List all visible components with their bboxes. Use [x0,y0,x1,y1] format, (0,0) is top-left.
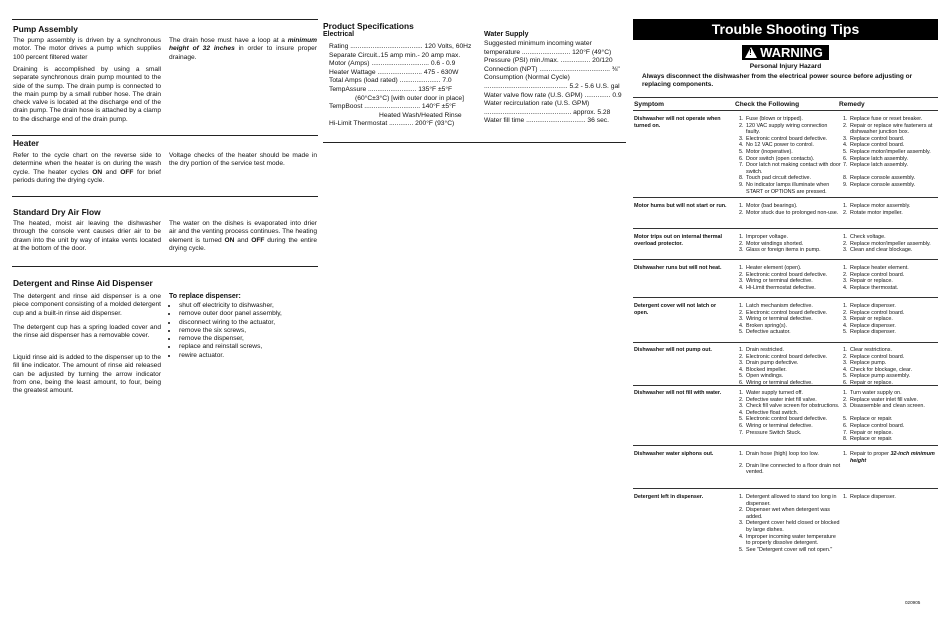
detergent-text-2: The detergent cup has a spring loaded cover and the rinse aid dispenser has a removable cover. [13,324,161,340]
spec-row: TempBoost .............................. 140°F ±5°F [329,103,456,111]
check-list [735,303,841,336]
dry-air-text-left: The heated, moist air leaving the dishwasher through the console vent causes drier air to be drawn into the unit by way of intake vents located at the bottom of the door. [13,220,161,252]
check-item: 3. Wiring or terminal defective. [745,316,841,323]
check-list [735,451,841,476]
col-check: Check the Following [735,101,800,108]
troubleshooting-title: Trouble Shooting Tips [633,19,938,40]
remedy-item: 6. Replace control board. [849,423,949,430]
spec-row: Hi-Limit Thermostat ............. 200°F (93°C) [329,120,455,128]
check-item: 2. Dispenser wet when detergent was added. [745,507,841,520]
row-divider [633,342,938,343]
symptom-cell: Detergent cover will not latch or open. [634,303,717,316]
check-item: 6. Wiring or terminal defective. [745,423,841,430]
remedy-item: 2. Replace control board. [849,310,949,317]
check-item: 4. Broken spring(s). [745,323,841,330]
check-item: 2. 120 VAC supply wiring connection faulty. [745,123,841,136]
check-item: 5. Electronic control board defective. [745,416,841,423]
remedy-item: 1. Replace dispenser. [849,494,949,501]
remedy-item: 3. Repair or replace. [849,278,949,285]
remedy-list [839,390,949,443]
check-item: 1. Latch mechanism defective. [745,303,841,310]
row-divider [633,445,938,446]
check-item: 1. Water supply turned off. [745,390,841,397]
remedy-item: 5. Replace pump assembly. [849,373,949,380]
check-item: 1. Motor (bad bearings). [745,203,841,210]
rule-dry-air [12,196,318,197]
row-divider [633,259,938,260]
spec-row: Motor (Amps) ............................... 0.6 - 0.9 [329,60,456,68]
check-item: 7. Pressure Switch Stuck. [745,430,841,437]
spec-row: Water fill time ................................ 36 sec. [484,117,609,125]
remedy-item: 5. Replace or repair. [849,416,949,423]
symptom-cell: Dishwasher will not operate when turned on. [634,116,721,129]
check-item: 5. Motor (inoperative). [745,149,841,156]
symptom-cell: Dishwasher will not fill with water. [634,390,722,396]
remedy-item: 3. Repair or replace. [849,316,949,323]
row-divider [633,297,938,298]
symptom-cell: Detergent left in dispenser. [634,494,704,500]
detergent-title: Detergent and Rinse Aid Dispenser [13,278,153,288]
spec-row: ............................................... approx. 5.28 [484,108,611,116]
remedy-item: 7. Replace latch assembly. [849,162,949,169]
remedy-siphon-emphasis: 32-inch minimum height [850,451,935,464]
check-item: 4. Improper incoming water temperature to properly dissolve detergent. [745,534,841,547]
top-rule-left [12,19,318,20]
check-item: 1. Detergent allowed to stand too long in dispenser. [745,494,841,507]
heater-on-word: ON [92,168,103,176]
remedy-item: 1. Clear restrictions. [849,347,949,354]
check-item: 2. Motor windings shorted. [745,241,841,248]
check-item: 1. Fuse (blown or tripped). [745,116,841,123]
warning-label: WARNING [760,45,823,60]
remedy-item: 1. Check voltage. [849,234,949,241]
dry-air-and-word: and [234,236,252,244]
remedy-item: 1. Replace heater element. [849,265,949,272]
pump-assembly-text-2: Draining is accomplished by using a small separate synchronous drain pump mounted to the side of the sump. The drain pump is connected to the main pump by a small rubber hose. The drain check valve is located at the discharge end of the drain pump. The drain hose is attached by a clamp to the discharge end of the drain pump. [13,66,161,123]
symptom-cell: Dishwasher water siphons out. [634,451,714,457]
remedy-item: 4. Replace thermostat. [849,285,949,292]
table-top-rule [633,97,938,98]
col-remedy: Remedy [839,101,865,108]
table-header-rule [633,110,938,111]
remedy-item [849,451,949,464]
check-item: 3. Drain pump defective. [745,360,841,367]
part-number: 020905 [905,600,921,605]
spec-row: Pressure (PSI) min./max. ................ 20/120 [484,57,613,65]
check-item: 3. Glass or foreign items in pump. [745,247,841,254]
spec-row: Consumption (Normal Cycle) [484,74,570,82]
drain-hose-note-post: in order to insure proper drainage. [169,45,317,61]
remedy-item: 3. Clean and clear blockage. [849,247,949,254]
remedy-item: 5. Replace motor/impeller assembly. [849,149,949,156]
warning-box [742,45,829,60]
remedy-list [839,347,949,387]
check-item: 5. Defective actuator. [745,329,841,336]
remedy-item: 2. Replace water inlet fill valve. [849,397,949,404]
check-item: 1. Improper voltage. [745,234,841,241]
remedy-item: 1. Replace motor assembly. [849,203,949,210]
row-divider [633,385,938,386]
heater-off-word: OFF [120,168,134,176]
check-list [735,494,841,553]
warning-triangle-icon [745,47,757,58]
detergent-text-3: Liquid rinse aid is added to the dispenser up to the fill line indicator. The amount of rinse aid released can be adjusted by turning the arrow indicator from one, being the least amount, to four, being the greatest amount. [13,354,161,395]
row-divider [633,228,938,229]
replace-dispenser-steps [169,302,319,360]
remedy-item: 5. Replace dispenser. [849,329,949,336]
replace-step: • disconnect wiring to the actuator, [178,319,319,327]
remedy-list [839,203,949,216]
remedy-item: 2. Repair or replace wire fasteners at dishwasher junction box. [849,123,949,136]
remedy-item: 1. Replace dispenser. [849,303,949,310]
remedy-item: 2. Replace motor/impeller assembly. [849,241,949,248]
check-list [735,116,841,195]
spec-row: Water recirculation rate (U.S. GPM) [484,100,590,108]
check-item: 3. Electronic control board defective. [745,136,841,143]
remedy-list [839,303,949,336]
check-item: 7. Door latch not making contact with door switch. [745,162,841,175]
row-divider [633,197,938,198]
hazard-label: Personal Injury Hazard [749,63,822,70]
check-item: 4. No 12 VAC power to control. [745,142,841,149]
remedy-item: 4. Replace control board. [849,142,949,149]
electrical-spec-list [329,43,471,129]
remedy-item: 8. Replace or repair. [849,436,949,443]
replace-step: • replace and reinstall screws, [178,343,319,351]
dry-air-on-word: ON [224,236,235,244]
remedy-list [839,451,949,464]
symptom-cell: Dishwasher runs but will not heat. [634,265,722,271]
check-item: 9. No indicator lamps illuminate when START or OPTIONS are pressed. [745,182,841,195]
drain-hose-note-emphasis: minimum height of 32 inches [169,37,317,53]
remedy-item: 8. Replace console assembly. [849,175,949,182]
rule-heater [12,135,318,136]
heater-and-word: and [102,168,121,176]
remedy-item: 9. Replace console assembly. [849,182,949,189]
check-item: 4. Blocked impeller. [745,367,841,374]
heater-title: Heater [13,138,40,148]
dry-air-text-right [169,220,317,253]
pump-assembly-text-1: The pump assembly is driven by a synchronous motor. The motor drives a pump which supplies 100 percent filtered water [13,37,161,61]
symptom-cell: Dishwasher will not pump out. [634,347,712,353]
spec-row: Heated Wash/Heated Rinse [379,111,462,119]
check-item: 1. Heater element (open). [745,265,841,272]
remedy-item: 2. Replace control board. [849,272,949,279]
spec-row: Water valve flow rate (U.S. GPM) .............. 0.9 [484,91,622,99]
check-item: 6. Wiring or terminal defective. [745,380,841,387]
check-item: 6. Door switch (open contacts). [745,156,841,163]
heater-text-left [13,152,161,185]
spec-row: Separate Circuit..15 amp min.- 20 amp max. [329,51,461,59]
replace-step: • remove the dispenser, [178,335,319,343]
pump-assembly-title: Pump Assembly [13,24,78,34]
symptom-cell: Motor hums but will not start or run. [634,203,727,209]
remedy-item: 3. Disassemble and clean screen. [849,403,949,410]
caution-text: Always disconnect the dishwasher from the electrical power source before adjusting or replacing components. [642,73,913,88]
warning-banner [633,45,938,60]
spec-row: Connection (NPT) ...................................... ⅜" [484,65,620,73]
check-list [735,203,841,216]
spec-row: temperature .......................... 120°F (49°C) [484,48,612,56]
check-item: 3. Wiring or terminal defective. [745,278,841,285]
heater-text-pre: Refer to the cycle chart on the reverse side to determine when the heater is on during the wash cycle. The heater cycles [13,152,161,176]
dry-air-text-post: during the entire drying cycle. [169,236,317,252]
check-item: 2. Electronic control board defective. [745,310,841,317]
row-divider [633,488,938,489]
remedy-list [839,116,949,189]
symptom-cell: Motor trips out on internal thermal overload protector. [634,234,723,247]
col-symptom: Symptom [634,101,665,108]
check-item: 5. See "Detergent cover will not open." [745,547,841,554]
spec-row: (60°C±3°C) [with outer door in place] [355,94,465,102]
check-item: 1. Drain hose (high) loop too low. [745,451,841,458]
heater-text-right: Voltage checks of the heater should be made in the dry portion of the service test mode. [169,152,317,168]
drain-hose-note [169,37,317,62]
spec-row: Suggested minimum incoming water [484,40,592,47]
warning-exclamation: ! [749,48,752,57]
check-item: 1. Drain restricted. [745,347,841,354]
check-item: 3. Detergent cover held closed or blocked by large dishes. [745,520,841,533]
spec-row: Heater Wattage ........................ 475 - 630W [329,68,459,76]
spec-row: ............................................. 5.2 - 5.6 U.S. gal [484,82,620,90]
remedy-item: 6. Replace latch assembly. [849,156,949,163]
check-list [735,234,841,254]
remedy-item: 1. Turn water supply on. [849,390,949,397]
check-item: 2. Motor stuck due to prolonged non-use. [745,210,841,217]
check-item: 2. Electronic control board defective. [745,272,841,279]
remedy-item: 3. Replace control board. [849,136,949,143]
remedy-item: 4. Replace dispenser. [849,323,949,330]
spec-row: TempAssure .......................... 135°F ±5°F [329,85,453,93]
remedy-item: 7. Repair or replace. [849,430,949,437]
rule-specs-bottom [323,142,626,143]
replace-step: • rewire actuator. [178,352,319,360]
remedy-item: 2. Replace control board. [849,354,949,361]
dry-air-text-pre: The water on the dishes is evaporated into drier air and the venting process continues. The heating element is turned [169,220,317,244]
check-item: 8. Touch pad circuit defective. [745,175,841,182]
check-list [735,347,841,387]
detergent-text-1: The detergent and rinse aid dispenser is a one piece component consisting of a molded detergent cup and a built-in rinse aid dispenser. [13,293,161,317]
water-spec-list [484,40,626,126]
check-item: 2. Electronic control board defective. [745,354,841,361]
remedy-item: 1. Replace fuse or reset breaker. [849,116,949,123]
remedy-item: 3. Replace pump. [849,360,949,367]
check-list [735,265,841,291]
spec-row: Rating ....................................... 120 Volts, 60Hz [329,43,472,50]
specs-electrical-title: Electrical [323,31,355,38]
spec-row: Total Amps (load rated) ...................... 7.0 [329,77,452,85]
heater-text-post: for brief periods during the drying cycle. [13,168,161,184]
remedy-list [839,494,949,501]
remedy-siphon-pre: Repair to proper [850,451,891,457]
drain-hose-note-pre: The drain hose must have a loop at a [169,37,288,44]
water-supply-title: Water Supply [484,31,529,38]
check-item: 2. Defective water inlet fill valve. [745,397,841,404]
dry-air-off-word: OFF [251,236,265,244]
remedy-item: 4. Check for blockage, clear. [849,367,949,374]
check-item: 5. Open windings. [745,373,841,380]
replace-dispenser-title: To replace dispenser: [169,293,241,300]
replace-step: • shut off electricity to dishwasher, [178,302,319,310]
check-item: 3. Check fill valve screen for obstructions. [745,403,841,410]
remedy-item: 2. Rotate motor impeller. [849,210,949,217]
check-item: 4. Hi-Limit thermostat defective. [745,285,841,292]
remedy-list [839,265,949,291]
replace-dispenser-block [169,293,319,360]
remedy-item: 6. Repair or replace. [849,380,949,387]
check-item: 4. Defective float switch. [745,410,841,417]
check-item: 2. Drain line connected to a floor drain not vented. [745,463,841,476]
specs-title: Product Specifications [323,21,414,31]
dry-air-title: Standard Dry Air Flow [13,207,101,217]
remedy-list [839,234,949,254]
replace-step: • remove the six screws, [178,327,319,335]
replace-step: • remove outer door panel assembly, [178,310,319,318]
rule-detergent [12,266,318,267]
check-list [735,390,841,436]
